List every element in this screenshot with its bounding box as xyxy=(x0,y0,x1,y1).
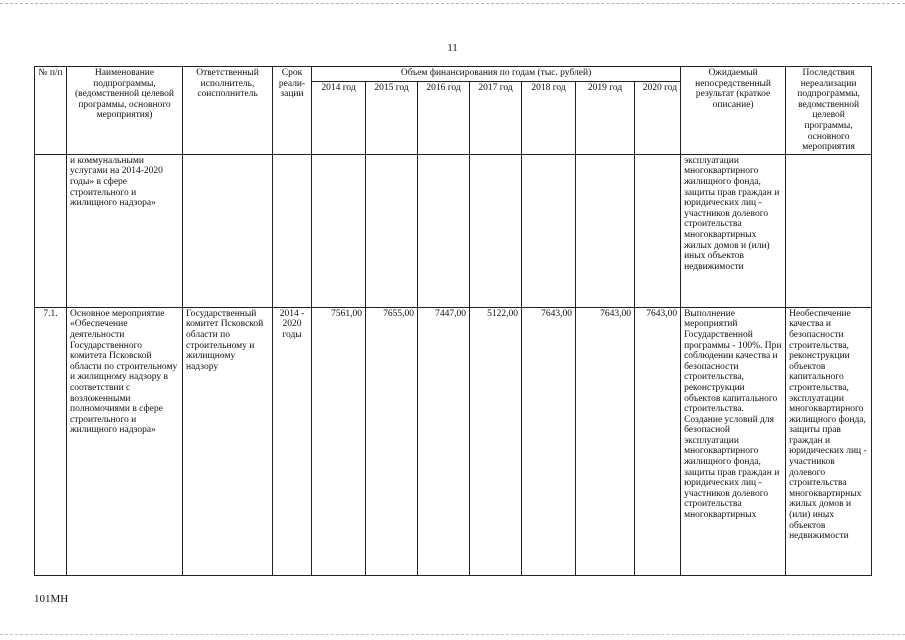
header-year: 2020 год xyxy=(635,81,681,154)
footer-code: 101МН xyxy=(34,593,69,605)
row-value-2020: 7643,00 xyxy=(635,307,681,575)
row-value-2017: 5122,00 xyxy=(470,307,522,575)
page-number: 11 xyxy=(447,42,458,54)
row-result: Выполнение мероприятий Государственной программы - 100%. При соблюдении качества и безопасности строительства, реконструкции объектов капитального строительства. Создание условий для безопасной эксплуатации многоквартирного жилищного фонда, защиты прав граждан и юридических лиц - участников долевого строительства многоквартирных xyxy=(681,307,786,575)
header-executor: Ответственный исполнитель, соисполнитель xyxy=(183,67,273,155)
scan-edge-top xyxy=(0,3,905,4)
header-result: Ожидаемый непосредственный результат (краткое описание) xyxy=(681,67,786,155)
continuation-name: и коммунальными услугами на 2014-2020 годы» в сфере строительного и жилищного надзора» xyxy=(67,154,183,307)
program-table xyxy=(34,66,872,576)
row-consequences: Необеспечение качества и безопасности строительства, реконструкции объектов капитального строительства, эксплуатации многоквартирного жилищного фонда, защиты прав граждан и юридических лиц - участников долевого строительства многоквартирных жилых домов и (или) иных объектов недвижимости xyxy=(786,307,872,575)
row-executor: Государственный комитет Псковской области по строительному и жилищному надзору xyxy=(183,307,273,575)
scan-edge-bottom xyxy=(0,634,905,635)
row-value-2014: 7561,00 xyxy=(312,307,366,575)
row-number: 7.1. xyxy=(35,307,67,575)
header-row xyxy=(35,67,872,82)
header-name: Наименование подпрограммы, (ведомственной целевой программы, основного мероприятия) xyxy=(67,67,183,155)
continuation-row xyxy=(35,154,872,307)
header-year: 2016 год xyxy=(418,81,470,154)
row-name: Основное мероприятие «Обеспечение деятельности Государственного комитета Псковской области по строительному и жилищному надзору в соответствии с возложенными полномочиями в сфере строительного и жилищного надзора» xyxy=(67,307,183,575)
continuation-result: эксплуатации многоквартирного жилищного фонда, защиты прав граждан и юридических лиц - участников долевого строительства многоквартирных жилых домов и (или) иных объектов недвижимости xyxy=(681,154,786,307)
header-consequences: Последствия нереализации подпрограммы, ведомственной целевой программы, основного мероприятия xyxy=(786,67,872,155)
row-value-2015: 7655,00 xyxy=(366,307,418,575)
header-funding: Объем финансирования по годам (тыс. рублей) xyxy=(312,67,681,82)
row-term: 2014 - 2020 годы xyxy=(273,307,312,575)
header-year: 2019 год xyxy=(576,81,635,154)
header-number: № п/п xyxy=(35,67,67,155)
row-value-2019: 7643,00 xyxy=(576,307,635,575)
header-term: Срок реали-зации xyxy=(273,67,312,155)
header-year: 2017 год xyxy=(470,81,522,154)
header-year: 2014 год xyxy=(312,81,366,154)
header-year: 2015 год xyxy=(366,81,418,154)
table-row xyxy=(35,307,872,575)
row-value-2018: 7643,00 xyxy=(522,307,576,575)
row-value-2016: 7447,00 xyxy=(418,307,470,575)
header-year: 2018 год xyxy=(522,81,576,154)
